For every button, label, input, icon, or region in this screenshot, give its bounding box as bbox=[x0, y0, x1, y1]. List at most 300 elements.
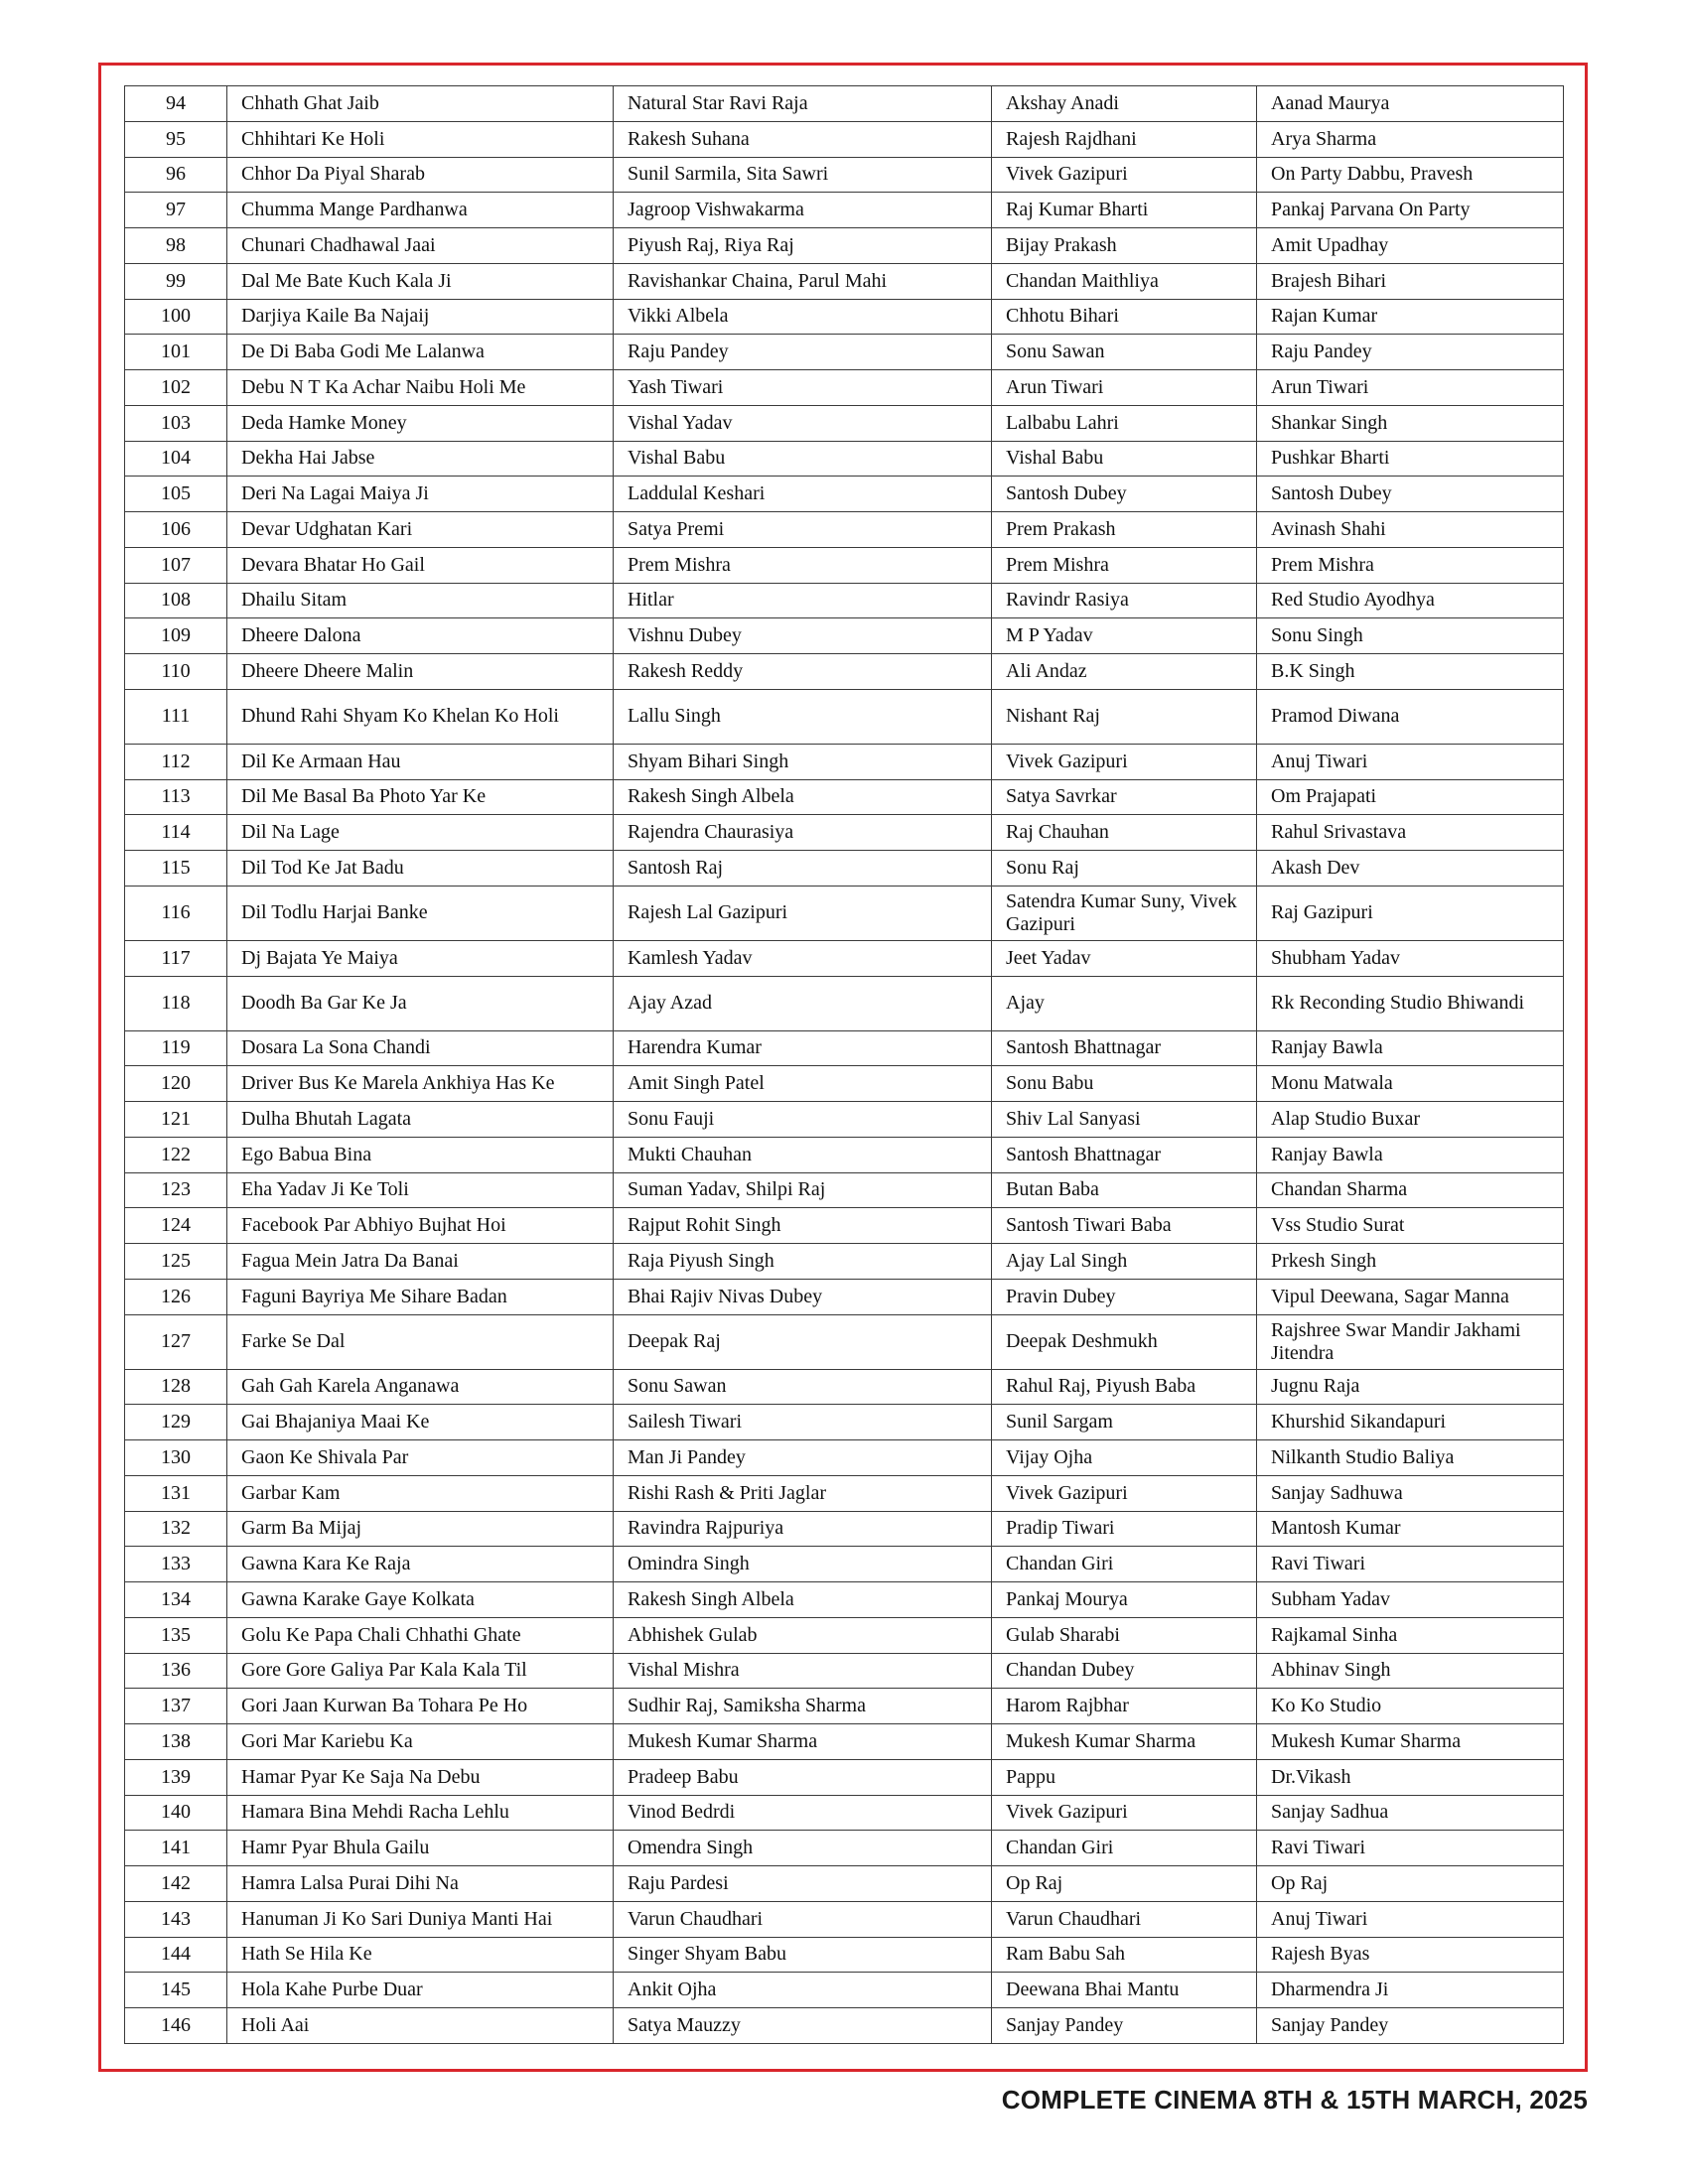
song-title-cell: Dal Me Bate Kuch Kala Ji bbox=[227, 263, 614, 299]
table-row bbox=[125, 1244, 1564, 1280]
song-title-cell: Garbar Kam bbox=[227, 1475, 614, 1511]
lyricist-cell: Chandan Giri bbox=[992, 1831, 1257, 1866]
lyricist-cell: Pradip Tiwari bbox=[992, 1511, 1257, 1547]
row-number-cell: 97 bbox=[125, 193, 227, 228]
singer-cell: Hitlar bbox=[614, 583, 992, 618]
row-number-cell: 98 bbox=[125, 228, 227, 264]
table-row bbox=[125, 1617, 1564, 1653]
row-number-cell: 120 bbox=[125, 1066, 227, 1102]
table-row bbox=[125, 1582, 1564, 1618]
row-number-cell: 102 bbox=[125, 370, 227, 406]
song-title-cell: Hola Kahe Purbe Duar bbox=[227, 1973, 614, 2008]
song-title-cell: Dil Ke Armaan Hau bbox=[227, 744, 614, 779]
singer-cell: Raju Pardesi bbox=[614, 1866, 992, 1902]
row-number-cell: 112 bbox=[125, 744, 227, 779]
singer-cell: Satya Premi bbox=[614, 512, 992, 548]
song-title-cell: Holi Aai bbox=[227, 2008, 614, 2044]
music-director-cell: Prkesh Singh bbox=[1257, 1244, 1564, 1280]
music-director-cell: Shankar Singh bbox=[1257, 405, 1564, 441]
row-number-cell: 100 bbox=[125, 299, 227, 335]
table-row bbox=[125, 689, 1564, 744]
table-row bbox=[125, 121, 1564, 157]
row-number-cell: 94 bbox=[125, 86, 227, 122]
singer-cell: Bhai Rajiv Nivas Dubey bbox=[614, 1279, 992, 1314]
lyricist-cell: Gulab Sharabi bbox=[992, 1617, 1257, 1653]
row-number-cell: 134 bbox=[125, 1582, 227, 1618]
row-number-cell: 145 bbox=[125, 1973, 227, 2008]
music-director-cell: Ranjay Bawla bbox=[1257, 1030, 1564, 1066]
row-number-cell: 137 bbox=[125, 1689, 227, 1724]
song-title-cell: Debu N T Ka Achar Naibu Holi Me bbox=[227, 370, 614, 406]
singer-cell: Satya Mauzzy bbox=[614, 2008, 992, 2044]
music-director-cell: Khurshid Sikandapuri bbox=[1257, 1405, 1564, 1440]
singer-cell: Singer Shyam Babu bbox=[614, 1937, 992, 1973]
lyricist-cell: Ravindr Rasiya bbox=[992, 583, 1257, 618]
music-director-cell: Anuj Tiwari bbox=[1257, 1901, 1564, 1937]
music-director-cell: Sonu Singh bbox=[1257, 618, 1564, 654]
music-director-cell: Akash Dev bbox=[1257, 851, 1564, 887]
table-row bbox=[125, 851, 1564, 887]
row-number-cell: 131 bbox=[125, 1475, 227, 1511]
table-row bbox=[125, 976, 1564, 1030]
song-title-cell: Dosara La Sona Chandi bbox=[227, 1030, 614, 1066]
music-director-cell: Jugnu Raja bbox=[1257, 1369, 1564, 1405]
song-title-cell: Gawna Kara Ke Raja bbox=[227, 1547, 614, 1582]
table-row bbox=[125, 618, 1564, 654]
table-row bbox=[125, 547, 1564, 583]
lyricist-cell: Vijay Ojha bbox=[992, 1440, 1257, 1476]
table-row bbox=[125, 1172, 1564, 1208]
row-number-cell: 140 bbox=[125, 1795, 227, 1831]
row-number-cell: 132 bbox=[125, 1511, 227, 1547]
music-director-cell: Sanjay Sadhua bbox=[1257, 1795, 1564, 1831]
table-row bbox=[125, 512, 1564, 548]
singer-cell: Piyush Raj, Riya Raj bbox=[614, 228, 992, 264]
lyricist-cell: Sunil Sargam bbox=[992, 1405, 1257, 1440]
song-title-cell: Gore Gore Galiya Par Kala Kala Til bbox=[227, 1653, 614, 1689]
music-director-cell: Aanad Maurya bbox=[1257, 86, 1564, 122]
singer-cell: Ajay Azad bbox=[614, 976, 992, 1030]
lyricist-cell: Jeet Yadav bbox=[992, 940, 1257, 976]
lyricist-cell: Sonu Babu bbox=[992, 1066, 1257, 1102]
music-director-cell: On Party Dabbu, Pravesh bbox=[1257, 157, 1564, 193]
table-row bbox=[125, 1973, 1564, 2008]
song-title-cell: Deri Na Lagai Maiya Ji bbox=[227, 477, 614, 512]
music-director-cell: Ravi Tiwari bbox=[1257, 1547, 1564, 1582]
music-director-cell: Pramod Diwana bbox=[1257, 689, 1564, 744]
song-title-cell: Dhund Rahi Shyam Ko Khelan Ko Holi bbox=[227, 689, 614, 744]
music-director-cell: Mukesh Kumar Sharma bbox=[1257, 1724, 1564, 1760]
row-number-cell: 128 bbox=[125, 1369, 227, 1405]
music-director-cell: Ko Ko Studio bbox=[1257, 1689, 1564, 1724]
song-title-cell: Deda Hamke Money bbox=[227, 405, 614, 441]
song-title-cell: Eha Yadav Ji Ke Toli bbox=[227, 1172, 614, 1208]
song-title-cell: Fagua Mein Jatra Da Banai bbox=[227, 1244, 614, 1280]
singer-cell: Raja Piyush Singh bbox=[614, 1244, 992, 1280]
music-director-cell: Op Raj bbox=[1257, 1866, 1564, 1902]
lyricist-cell: Santosh Bhattnagar bbox=[992, 1137, 1257, 1172]
singer-cell: Prem Mishra bbox=[614, 547, 992, 583]
music-director-cell: Prem Mishra bbox=[1257, 547, 1564, 583]
song-title-cell: Hanuman Ji Ko Sari Duniya Manti Hai bbox=[227, 1901, 614, 1937]
table-row bbox=[125, 1653, 1564, 1689]
singer-cell: Rakesh Reddy bbox=[614, 654, 992, 690]
song-title-cell: Chunari Chadhawal Jaai bbox=[227, 228, 614, 264]
singer-cell: Rakesh Singh Albela bbox=[614, 1582, 992, 1618]
row-number-cell: 114 bbox=[125, 815, 227, 851]
music-director-cell: Rajan Kumar bbox=[1257, 299, 1564, 335]
song-title-cell: Farke Se Dal bbox=[227, 1314, 614, 1369]
lyricist-cell: Akshay Anadi bbox=[992, 86, 1257, 122]
lyricist-cell: Satendra Kumar Suny, Vivek Gazipuri bbox=[992, 886, 1257, 940]
table-row bbox=[125, 1137, 1564, 1172]
singer-cell: Vinod Bedrdi bbox=[614, 1795, 992, 1831]
row-number-cell: 135 bbox=[125, 1617, 227, 1653]
singer-cell: Omendra Singh bbox=[614, 1831, 992, 1866]
table-row bbox=[125, 1475, 1564, 1511]
music-director-cell: Anuj Tiwari bbox=[1257, 744, 1564, 779]
singer-cell: Mukesh Kumar Sharma bbox=[614, 1724, 992, 1760]
row-number-cell: 116 bbox=[125, 886, 227, 940]
lyricist-cell: Sonu Sawan bbox=[992, 335, 1257, 370]
row-number-cell: 117 bbox=[125, 940, 227, 976]
singer-cell: Rishi Rash & Priti Jaglar bbox=[614, 1475, 992, 1511]
table-row bbox=[125, 1866, 1564, 1902]
song-title-cell: Gai Bhajaniya Maai Ke bbox=[227, 1405, 614, 1440]
music-director-cell: Rajshree Swar Mandir Jakhami Jitendra bbox=[1257, 1314, 1564, 1369]
singer-cell: Amit Singh Patel bbox=[614, 1066, 992, 1102]
row-number-cell: 105 bbox=[125, 477, 227, 512]
song-title-cell: Devar Udghatan Kari bbox=[227, 512, 614, 548]
lyricist-cell: Rahul Raj, Piyush Baba bbox=[992, 1369, 1257, 1405]
singer-cell: Vishal Yadav bbox=[614, 405, 992, 441]
music-director-cell: Arya Sharma bbox=[1257, 121, 1564, 157]
singer-cell: Rakesh Singh Albela bbox=[614, 779, 992, 815]
music-director-cell: Red Studio Ayodhya bbox=[1257, 583, 1564, 618]
lyricist-cell: Bijay Prakash bbox=[992, 228, 1257, 264]
lyricist-cell: Lalbabu Lahri bbox=[992, 405, 1257, 441]
song-list-table bbox=[124, 85, 1564, 2044]
song-title-cell: Chhihtari Ke Holi bbox=[227, 121, 614, 157]
lyricist-cell: Deewana Bhai Mantu bbox=[992, 1973, 1257, 2008]
singer-cell: Kamlesh Yadav bbox=[614, 940, 992, 976]
song-list-body bbox=[125, 86, 1564, 2044]
lyricist-cell: Arun Tiwari bbox=[992, 370, 1257, 406]
music-director-cell: Raju Pandey bbox=[1257, 335, 1564, 370]
row-number-cell: 129 bbox=[125, 1405, 227, 1440]
singer-cell: Suman Yadav, Shilpi Raj bbox=[614, 1172, 992, 1208]
music-director-cell: Pankaj Parvana On Party bbox=[1257, 193, 1564, 228]
music-director-cell: Santosh Dubey bbox=[1257, 477, 1564, 512]
lyricist-cell: Harom Rajbhar bbox=[992, 1689, 1257, 1724]
table-row bbox=[125, 228, 1564, 264]
music-director-cell: Chandan Sharma bbox=[1257, 1172, 1564, 1208]
song-title-cell: Hath Se Hila Ke bbox=[227, 1937, 614, 1973]
song-title-cell: Dhailu Sitam bbox=[227, 583, 614, 618]
row-number-cell: 122 bbox=[125, 1137, 227, 1172]
row-number-cell: 138 bbox=[125, 1724, 227, 1760]
music-director-cell: Alap Studio Buxar bbox=[1257, 1102, 1564, 1138]
row-number-cell: 95 bbox=[125, 121, 227, 157]
row-number-cell: 110 bbox=[125, 654, 227, 690]
table-row bbox=[125, 405, 1564, 441]
row-number-cell: 109 bbox=[125, 618, 227, 654]
singer-cell: Sonu Sawan bbox=[614, 1369, 992, 1405]
singer-cell: Vishal Babu bbox=[614, 441, 992, 477]
table-row bbox=[125, 744, 1564, 779]
lyricist-cell: Vivek Gazipuri bbox=[992, 1475, 1257, 1511]
table-row bbox=[125, 1405, 1564, 1440]
song-title-cell: Driver Bus Ke Marela Ankhiya Has Ke bbox=[227, 1066, 614, 1102]
music-director-cell: Dharmendra Ji bbox=[1257, 1973, 1564, 2008]
row-number-cell: 106 bbox=[125, 512, 227, 548]
table-row bbox=[125, 1831, 1564, 1866]
music-director-cell: Om Prajapati bbox=[1257, 779, 1564, 815]
singer-cell: Vishnu Dubey bbox=[614, 618, 992, 654]
song-title-cell: Dil Na Lage bbox=[227, 815, 614, 851]
lyricist-cell: Ajay bbox=[992, 976, 1257, 1030]
row-number-cell: 123 bbox=[125, 1172, 227, 1208]
singer-cell: Rajendra Chaurasiya bbox=[614, 815, 992, 851]
lyricist-cell: Chhotu Bihari bbox=[992, 299, 1257, 335]
singer-cell: Rajesh Lal Gazipuri bbox=[614, 886, 992, 940]
row-number-cell: 142 bbox=[125, 1866, 227, 1902]
row-number-cell: 144 bbox=[125, 1937, 227, 1973]
lyricist-cell: Nishant Raj bbox=[992, 689, 1257, 744]
lyricist-cell: Vivek Gazipuri bbox=[992, 157, 1257, 193]
lyricist-cell: Raj Chauhan bbox=[992, 815, 1257, 851]
singer-cell: Omindra Singh bbox=[614, 1547, 992, 1582]
song-title-cell: Golu Ke Papa Chali Chhathi Ghate bbox=[227, 1617, 614, 1653]
table-row bbox=[125, 157, 1564, 193]
song-title-cell: Gawna Karake Gaye Kolkata bbox=[227, 1582, 614, 1618]
singer-cell: Vishal Mishra bbox=[614, 1653, 992, 1689]
singer-cell: Lallu Singh bbox=[614, 689, 992, 744]
row-number-cell: 115 bbox=[125, 851, 227, 887]
table-row bbox=[125, 1689, 1564, 1724]
row-number-cell: 111 bbox=[125, 689, 227, 744]
lyricist-cell: Prem Mishra bbox=[992, 547, 1257, 583]
row-number-cell: 136 bbox=[125, 1653, 227, 1689]
music-director-cell: Mantosh Kumar bbox=[1257, 1511, 1564, 1547]
table-row bbox=[125, 1030, 1564, 1066]
row-number-cell: 107 bbox=[125, 547, 227, 583]
table-row bbox=[125, 263, 1564, 299]
lyricist-cell: Ram Babu Sah bbox=[992, 1937, 1257, 1973]
singer-cell: Pradeep Babu bbox=[614, 1759, 992, 1795]
singer-cell: Sudhir Raj, Samiksha Sharma bbox=[614, 1689, 992, 1724]
lyricist-cell: Mukesh Kumar Sharma bbox=[992, 1724, 1257, 1760]
table-row bbox=[125, 1937, 1564, 1973]
music-director-cell: Avinash Shahi bbox=[1257, 512, 1564, 548]
lyricist-cell: Butan Baba bbox=[992, 1172, 1257, 1208]
singer-cell: Varun Chaudhari bbox=[614, 1901, 992, 1937]
singer-cell: Ravishankar Chaina, Parul Mahi bbox=[614, 263, 992, 299]
row-number-cell: 101 bbox=[125, 335, 227, 370]
lyricist-cell: Satya Savrkar bbox=[992, 779, 1257, 815]
row-number-cell: 103 bbox=[125, 405, 227, 441]
table-row bbox=[125, 193, 1564, 228]
table-row bbox=[125, 1724, 1564, 1760]
table-row bbox=[125, 299, 1564, 335]
row-number-cell: 146 bbox=[125, 2008, 227, 2044]
singer-cell: Ankit Ojha bbox=[614, 1973, 992, 2008]
lyricist-cell: Op Raj bbox=[992, 1866, 1257, 1902]
music-director-cell: Ranjay Bawla bbox=[1257, 1137, 1564, 1172]
song-title-cell: Chhor Da Piyal Sharab bbox=[227, 157, 614, 193]
table-row bbox=[125, 1369, 1564, 1405]
table-row bbox=[125, 815, 1564, 851]
footer-publication: COMPLETE CINEMA 8TH & 15TH MARCH, 2025 bbox=[1001, 2085, 1588, 2115]
lyricist-cell: Vishal Babu bbox=[992, 441, 1257, 477]
lyricist-cell: Sanjay Pandey bbox=[992, 2008, 1257, 2044]
row-number-cell: 104 bbox=[125, 441, 227, 477]
singer-cell: Rajput Rohit Singh bbox=[614, 1208, 992, 1244]
table-row bbox=[125, 1279, 1564, 1314]
song-title-cell: Hamr Pyar Bhula Gailu bbox=[227, 1831, 614, 1866]
music-director-cell: Vss Studio Surat bbox=[1257, 1208, 1564, 1244]
row-number-cell: 99 bbox=[125, 263, 227, 299]
row-number-cell: 121 bbox=[125, 1102, 227, 1138]
table-row bbox=[125, 441, 1564, 477]
music-director-cell: Amit Upadhay bbox=[1257, 228, 1564, 264]
song-title-cell: Dekha Hai Jabse bbox=[227, 441, 614, 477]
song-title-cell: De Di Baba Godi Me Lalanwa bbox=[227, 335, 614, 370]
lyricist-cell: Ajay Lal Singh bbox=[992, 1244, 1257, 1280]
music-director-cell: Raj Gazipuri bbox=[1257, 886, 1564, 940]
table-row bbox=[125, 1901, 1564, 1937]
music-director-cell: Abhinav Singh bbox=[1257, 1653, 1564, 1689]
lyricist-cell: Santosh Dubey bbox=[992, 477, 1257, 512]
singer-cell: Harendra Kumar bbox=[614, 1030, 992, 1066]
singer-cell: Ravindra Rajpuriya bbox=[614, 1511, 992, 1547]
singer-cell: Natural Star Ravi Raja bbox=[614, 86, 992, 122]
singer-cell: Yash Tiwari bbox=[614, 370, 992, 406]
singer-cell: Abhishek Gulab bbox=[614, 1617, 992, 1653]
lyricist-cell: Vivek Gazipuri bbox=[992, 1795, 1257, 1831]
singer-cell: Rakesh Suhana bbox=[614, 121, 992, 157]
song-title-cell: Dil Me Basal Ba Photo Yar Ke bbox=[227, 779, 614, 815]
table-row bbox=[125, 1511, 1564, 1547]
table-row bbox=[125, 1102, 1564, 1138]
lyricist-cell: Rajesh Rajdhani bbox=[992, 121, 1257, 157]
singer-cell: Sunil Sarmila, Sita Sawri bbox=[614, 157, 992, 193]
song-title-cell: Hamara Bina Mehdi Racha Lehlu bbox=[227, 1795, 614, 1831]
table-row bbox=[125, 477, 1564, 512]
song-title-cell: Hamar Pyar Ke Saja Na Debu bbox=[227, 1759, 614, 1795]
table-row bbox=[125, 779, 1564, 815]
lyricist-cell: Chandan Giri bbox=[992, 1547, 1257, 1582]
table-row bbox=[125, 1795, 1564, 1831]
song-title-cell: Gah Gah Karela Anganawa bbox=[227, 1369, 614, 1405]
lyricist-cell: Prem Prakash bbox=[992, 512, 1257, 548]
singer-cell: Sonu Fauji bbox=[614, 1102, 992, 1138]
music-director-cell: Arun Tiwari bbox=[1257, 370, 1564, 406]
song-title-cell: Chumma Mange Pardhanwa bbox=[227, 193, 614, 228]
song-title-cell: Garm Ba Mijaj bbox=[227, 1511, 614, 1547]
table-row bbox=[125, 1314, 1564, 1369]
singer-cell: Sailesh Tiwari bbox=[614, 1405, 992, 1440]
lyricist-cell: M P Yadav bbox=[992, 618, 1257, 654]
song-title-cell: Ego Babua Bina bbox=[227, 1137, 614, 1172]
row-number-cell: 133 bbox=[125, 1547, 227, 1582]
table-row bbox=[125, 1208, 1564, 1244]
singer-cell: Santosh Raj bbox=[614, 851, 992, 887]
music-director-cell: Vipul Deewana, Sagar Manna bbox=[1257, 1279, 1564, 1314]
lyricist-cell: Deepak Deshmukh bbox=[992, 1314, 1257, 1369]
music-director-cell: Rajkamal Sinha bbox=[1257, 1617, 1564, 1653]
music-director-cell: Sanjay Pandey bbox=[1257, 2008, 1564, 2044]
song-title-cell: Faguni Bayriya Me Sihare Badan bbox=[227, 1279, 614, 1314]
row-number-cell: 108 bbox=[125, 583, 227, 618]
lyricist-cell: Ali Andaz bbox=[992, 654, 1257, 690]
singer-cell: Man Ji Pandey bbox=[614, 1440, 992, 1476]
table-row bbox=[125, 370, 1564, 406]
row-number-cell: 124 bbox=[125, 1208, 227, 1244]
lyricist-cell: Santosh Tiwari Baba bbox=[992, 1208, 1257, 1244]
table-row bbox=[125, 1440, 1564, 1476]
row-number-cell: 96 bbox=[125, 157, 227, 193]
table-row bbox=[125, 335, 1564, 370]
lyricist-cell: Chandan Maithliya bbox=[992, 263, 1257, 299]
music-director-cell: B.K Singh bbox=[1257, 654, 1564, 690]
lyricist-cell: Pravin Dubey bbox=[992, 1279, 1257, 1314]
song-title-cell: Dheere Dalona bbox=[227, 618, 614, 654]
singer-cell: Mukti Chauhan bbox=[614, 1137, 992, 1172]
music-director-cell: Brajesh Bihari bbox=[1257, 263, 1564, 299]
song-title-cell: Gori Jaan Kurwan Ba Tohara Pe Ho bbox=[227, 1689, 614, 1724]
lyricist-cell: Pappu bbox=[992, 1759, 1257, 1795]
table-row bbox=[125, 886, 1564, 940]
table-row bbox=[125, 2008, 1564, 2044]
song-title-cell: Dheere Dheere Malin bbox=[227, 654, 614, 690]
row-number-cell: 127 bbox=[125, 1314, 227, 1369]
row-number-cell: 126 bbox=[125, 1279, 227, 1314]
song-title-cell: Facebook Par Abhiyo Bujhat Hoi bbox=[227, 1208, 614, 1244]
lyricist-cell: Vivek Gazipuri bbox=[992, 744, 1257, 779]
row-number-cell: 139 bbox=[125, 1759, 227, 1795]
table-row bbox=[125, 1547, 1564, 1582]
lyricist-cell: Varun Chaudhari bbox=[992, 1901, 1257, 1937]
singer-cell: Vikki Albela bbox=[614, 299, 992, 335]
music-director-cell: Subham Yadav bbox=[1257, 1582, 1564, 1618]
music-director-cell: Shubham Yadav bbox=[1257, 940, 1564, 976]
song-title-cell: Darjiya Kaile Ba Najaij bbox=[227, 299, 614, 335]
song-title-cell: Chhath Ghat Jaib bbox=[227, 86, 614, 122]
music-director-cell: Dr.Vikash bbox=[1257, 1759, 1564, 1795]
music-director-cell: Rk Reconding Studio Bhiwandi bbox=[1257, 976, 1564, 1030]
song-title-cell: Gaon Ke Shivala Par bbox=[227, 1440, 614, 1476]
lyricist-cell: Santosh Bhattnagar bbox=[992, 1030, 1257, 1066]
song-title-cell: Hamra Lalsa Purai Dihi Na bbox=[227, 1866, 614, 1902]
singer-cell: Shyam Bihari Singh bbox=[614, 744, 992, 779]
table-row bbox=[125, 86, 1564, 122]
song-title-cell: Dj Bajata Ye Maiya bbox=[227, 940, 614, 976]
table-row bbox=[125, 1066, 1564, 1102]
table-row bbox=[125, 654, 1564, 690]
music-director-cell: Pushkar Bharti bbox=[1257, 441, 1564, 477]
song-title-cell: Gori Mar Kariebu Ka bbox=[227, 1724, 614, 1760]
song-title-cell: Doodh Ba Gar Ke Ja bbox=[227, 976, 614, 1030]
singer-cell: Jagroop Vishwakarma bbox=[614, 193, 992, 228]
music-director-cell: Nilkanth Studio Baliya bbox=[1257, 1440, 1564, 1476]
row-number-cell: 125 bbox=[125, 1244, 227, 1280]
table-row bbox=[125, 1759, 1564, 1795]
table-row bbox=[125, 583, 1564, 618]
song-title-cell: Dil Todlu Harjai Banke bbox=[227, 886, 614, 940]
music-director-cell: Sanjay Sadhuwa bbox=[1257, 1475, 1564, 1511]
row-number-cell: 118 bbox=[125, 976, 227, 1030]
